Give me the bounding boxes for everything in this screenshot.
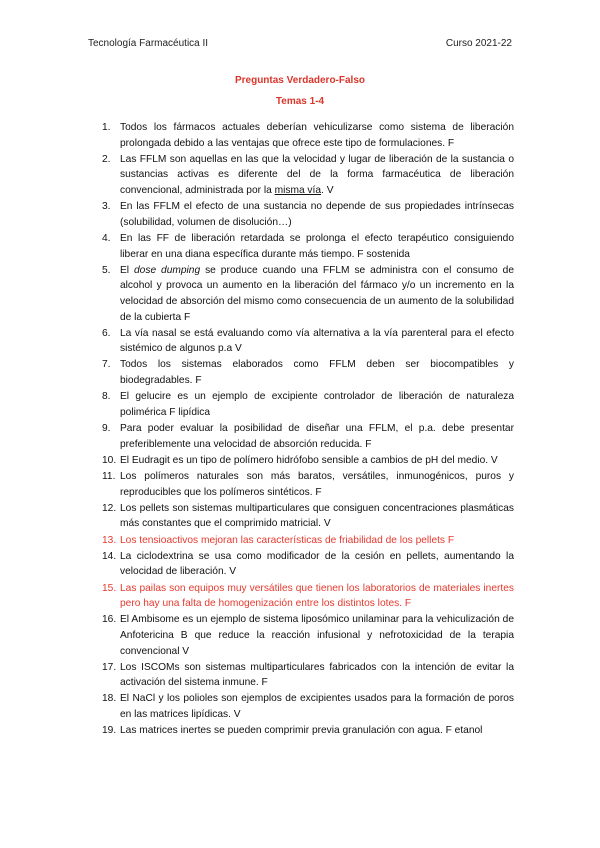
question-text: Los tensioactivos mejoran las características de friabilidad de los pellets F — [120, 534, 455, 546]
question-number: 7. — [102, 359, 111, 371]
question-list — [88, 120, 514, 739]
question-text: Para poder evaluar la posibilidad de diseñar una FFLM, el p.a. debe presentar preferiblemente una velocidad de absorción reducida. F — [120, 423, 514, 450]
question-number: 18. — [102, 693, 117, 705]
question-text: Las pailas son equipos muy versátiles que tienen los laboratorios de materiales inertes pero hay una falta de homogenización entre los distintos lotes. F — [120, 582, 514, 610]
question-number: 14. — [102, 550, 117, 562]
question-number: 4. — [102, 232, 111, 244]
question-item-highlighted — [88, 533, 514, 549]
question-text: Todos los fármacos actuales deberían vehiculizarse como sistema de liberación prolongada debido a las ventajas que ofrece este tipo de formulaciones. F — [120, 122, 514, 149]
question-item-highlighted — [88, 581, 514, 612]
question-item — [88, 120, 514, 151]
question-text: Las matrices inertes se pueden comprimir previa granulación con agua. F etanol — [120, 725, 483, 737]
question-text: La vía nasal se está evaluando como vía alternativa a la vía parenteral para el efecto sistémico de algunos p.a V — [120, 327, 514, 355]
question-number: 5. — [102, 264, 111, 276]
document-title: Preguntas Verdadero-Falso — [234, 75, 366, 86]
question-item — [88, 660, 514, 691]
question-text — [120, 265, 514, 323]
question-item — [88, 501, 514, 532]
question-item — [88, 357, 514, 388]
question-text: La ciclodextrina se usa como modificador de la cesión en pellets, aumentando la velocidad de liberación. V — [120, 550, 514, 578]
question-item — [88, 326, 514, 357]
question-number: 1. — [102, 122, 111, 133]
question-text: Los ISCOMs son sistemas multiparticulares fabricados con la intención de evitar la activación del sistema inmune. F — [120, 661, 514, 689]
question-number: 11. — [102, 471, 116, 482]
question-text: Los pellets son sistemas multiparticulares que consiguen concentraciones plasmáticas más constantes que el comprimido matricial. V — [120, 502, 514, 530]
question-number: 17. — [102, 661, 117, 673]
question-text: El Ambisome es un ejemplo de sistema liposómico unilaminar para la vehiculización de Anfotericina B que reduce la reacción infusional y nefrotoxicidad de la terapia convencional V — [120, 614, 514, 657]
question-item — [88, 152, 514, 199]
question-item — [88, 231, 514, 262]
document-subtitle: Temas 1-4 — [275, 96, 325, 107]
question-text — [120, 154, 514, 196]
question-number: 10. — [102, 454, 117, 466]
question-text: El Eudragit es un tipo de polímero hidrófobo sensible a cambios de pH del medio. V — [120, 454, 498, 466]
question-item — [88, 469, 514, 500]
question-text: Todos los sistemas elaborados como FFLM deben ser biocompatibles y biodegradables. F — [120, 359, 514, 387]
question-number: 19. — [102, 725, 117, 737]
question-number: 6. — [102, 327, 111, 339]
question-text-underlined: misma vía — [274, 184, 322, 196]
question-item — [88, 421, 514, 452]
question-text-part: se produce cuando una FFLM se administra con el consumo de alcohol y provoca un aumento en la liberación del fármaco y/o un incremento en la velocidad de absorción del mismo como consecuencia de un aumento de la solubilidad de la cubierta F — [120, 264, 514, 323]
question-number: 3. — [102, 201, 111, 213]
question-text-part: . V — [321, 184, 334, 196]
question-number: 15. — [102, 582, 117, 594]
header-course-name: Tecnología Farmacéutica II — [88, 38, 209, 49]
question-text-part: El — [120, 264, 135, 276]
question-item — [88, 723, 514, 739]
page-header — [88, 38, 512, 49]
question-number: 9. — [102, 423, 111, 435]
question-text-italic: dose dumping — [134, 264, 201, 276]
question-item — [88, 691, 514, 722]
question-text: El gelucire es un ejemplo de excipiente controlador de liberación de naturaleza polimérica F lipídica — [120, 391, 514, 418]
header-academic-year: Curso 2021-22 — [445, 38, 512, 49]
question-number: 13. — [102, 534, 117, 546]
question-text: El NaCl y los polioles son ejemplos de excipientes usados para la formación de poros en las matrices lipídicas. V — [120, 693, 514, 721]
question-text: En las FF de liberación retardada se prolonga el efecto terapéutico consiguiendo liberar en una diana específica durante más tiempo. F sostenida — [120, 232, 514, 260]
question-number: 12. — [102, 502, 117, 514]
question-item — [88, 199, 514, 230]
question-item — [88, 263, 514, 325]
question-item — [88, 549, 514, 580]
question-item — [88, 453, 514, 469]
question-text-part: Las FFLM son aquellas en las que la velocidad y lugar de liberación de la sustancia o sustancias activas es diferente del de la forma farmacéutica de liberación convencional, administrada por la — [120, 153, 514, 196]
question-number: 16. — [102, 614, 117, 626]
question-text: En las FFLM el efecto de una sustancia no depende de sus propiedades intrínsecas (solubilidad, volumen de disolución…) — [120, 201, 514, 228]
question-item — [88, 612, 514, 659]
question-number: 2. — [102, 153, 111, 165]
question-text: Los polímeros naturales son más baratos, versátiles, inmunogénicos, puros y reproducibles que los polímeros sintéticos. F — [120, 471, 514, 498]
question-number: 8. — [102, 391, 111, 403]
question-item — [88, 389, 514, 420]
